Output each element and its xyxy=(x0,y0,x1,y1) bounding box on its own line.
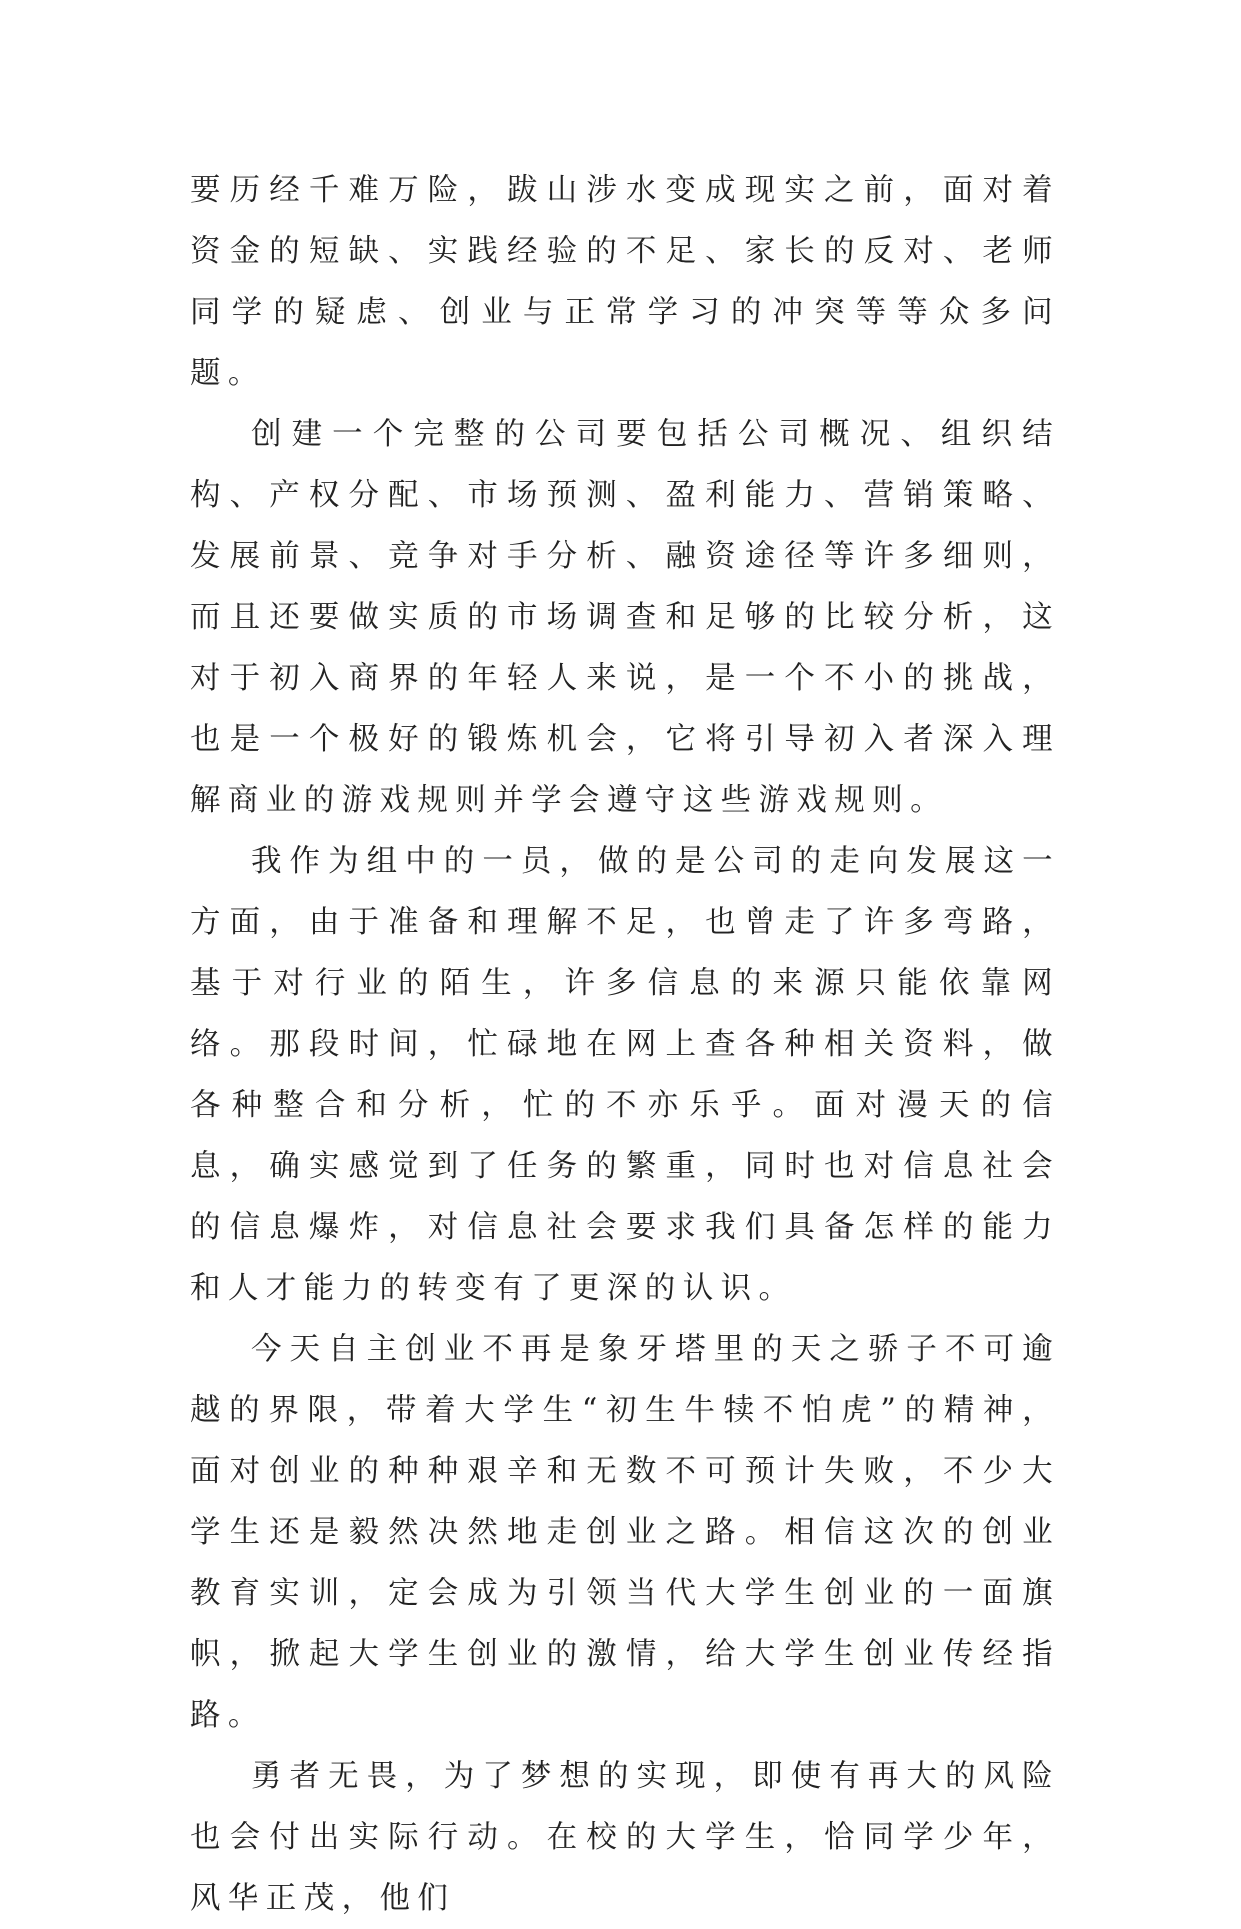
paragraph-2: 创建一个完整的公司要包括公司概况、组织结构、产权分配、市场预测、盈利能力、营销策略、发展前景、竞争对手分析、融资途径等许多细则，而且还要做实质的市场调查和足够的比较分析，这对于初入商界的年轻人来说，是一个不小的挑战，也是一个极好的锻炼机会，它将引导初入者深入理解商业的游戏规则并学会遵守这些游戏规则。 xyxy=(190,417,1060,818)
paragraph-1: 要历经千难万险，跋山涉水变成现实之前，面对着资金的短缺、实践经验的不足、家长的反对、老师同学的疑虑、创业与正常学习的冲突等等众多问题。 xyxy=(190,173,1060,391)
paragraph-3: 我作为组中的一员，做的是公司的走向发展这一方面，由于准备和理解不足，也曾走了许多弯路，基于对行业的陌生，许多信息的来源只能依靠网络。那段时间，忙碌地在网上查各种相关资料，做各种整合和分析，忙的不亦乐乎。面对漫天的信息，确实感觉到了任务的繁重，同时也对信息社会的信息爆炸，对信息社会要求我们具备怎样的能力和人才能力的转变有了更深的认识。 xyxy=(190,844,1060,1306)
paragraph-5: 勇者无畏，为了梦想的实现，即使有再大的风险也会付出实际行动。在校的大学生，恰同学少年，风华正茂，他们 xyxy=(190,1759,1060,1916)
paragraph-4: 今天自主创业不再是象牙塔里的天之骄子不可逾越的界限，带着大学生“初生牛犊不怕虎”的精神，面对创业的种种艰辛和无数不可预计失败，不少大学生还是毅然决然地走创业之路。相信这次的创业教育实训，定会成为引领当代大学生创业的一面旗帜，掀起大学生创业的激情，给大学生创业传经指路。 xyxy=(190,1332,1060,1733)
document-body xyxy=(190,160,1060,1929)
